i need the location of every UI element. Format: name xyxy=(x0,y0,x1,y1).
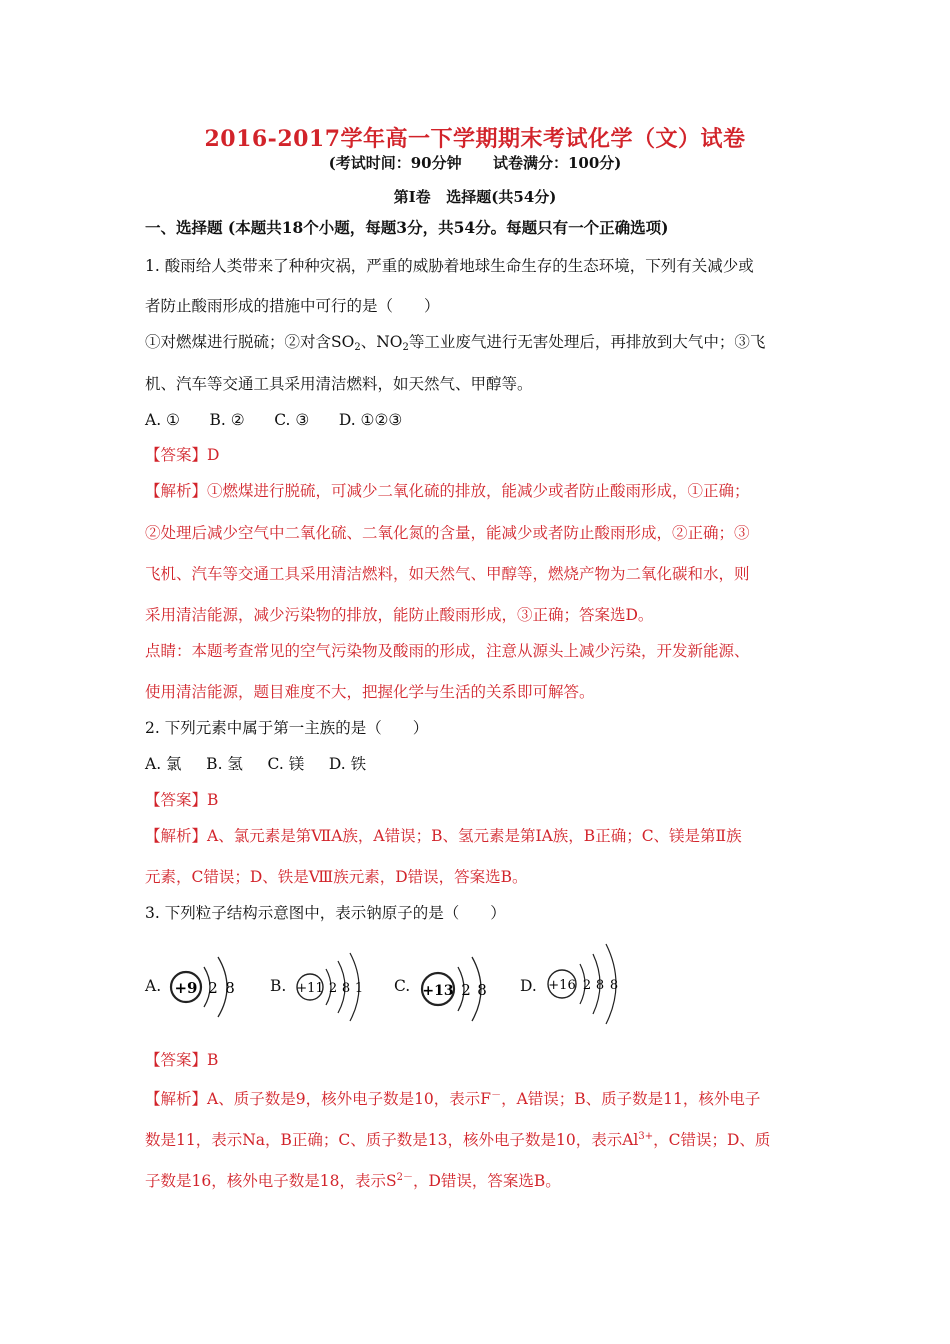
shell-electrons: 8 xyxy=(341,981,351,996)
q2-stem: 2. 下列元素中属于第一主族的是（ ） xyxy=(145,719,429,737)
shell-electrons: 8 xyxy=(595,978,605,993)
q1-stem-line1: 1. 酸雨给人类带来了种种灾祸，严重的威胁着地球生命生存的生态环境，下列有关减少或 xyxy=(145,257,754,275)
analysis-label: 【解析】 xyxy=(145,827,208,845)
q3-analysis-line3: 子数是16，核外电子数是18，表示$S^{2-}$，D错误，答案选B。 xyxy=(145,1172,561,1190)
q1-analysis-line4: 采用清洁能源，减少污染物的排放，能防止酸雨形成，③正确；答案选D。 xyxy=(145,606,654,624)
shell-electrons: 1 xyxy=(354,981,364,996)
instructions: 一、选择题 (本题共18个小题，每题3分，共54分。每题只有一个正确选项) xyxy=(145,218,669,237)
q1-answer: 【答案】D xyxy=(145,446,220,464)
analysis-label: 【解析】 xyxy=(145,482,208,500)
atom-diagram-a xyxy=(164,945,244,1030)
q3-answer: 【答案】B xyxy=(145,1051,219,1069)
q3-option-d-label: D. xyxy=(520,977,537,995)
nucleus-charge: +9 xyxy=(174,979,198,997)
shell-electrons: 2 xyxy=(328,981,338,996)
exam-info: (考试时间：90分钟 试卷满分：100分) xyxy=(328,154,622,172)
nucleus-charge: +16 xyxy=(548,978,576,993)
q3-option-a-label: A. xyxy=(145,977,162,995)
q1-analysis-line1: 【解析】①燃煤进行脱硫，可减少二氧化硫的排放，能减少或者防止酸雨形成，①正确； xyxy=(145,482,750,500)
atom-diagram-d xyxy=(542,938,632,1028)
q3-option-c-label: C. xyxy=(394,977,411,995)
q2-analysis-line1: 【解析】A、氯元素是第ⅦA族，A错误；B、氢元素是第ⅠA族，B正确；C、镁是第Ⅱ族 xyxy=(145,827,742,845)
q1-analysis-line3: 飞机、汽车等交通工具采用清洁燃料，如天然气、甲醇等，燃烧产物为二氧化碳和水，则 xyxy=(145,565,750,583)
q1-statement-line2: 机、汽车等交通工具采用清洁燃料，如天然气、甲醇等。 xyxy=(145,375,533,393)
page-title: 2016-2017学年高一下学期期末考试化学（文）试卷 xyxy=(204,126,746,152)
nucleus-charge: +13 xyxy=(422,983,454,999)
section-heading: 第Ⅰ卷 选择题(共54分) xyxy=(393,188,557,206)
q1-options: A. ① B. ② C. ③ D. ①②③ xyxy=(145,411,403,429)
q2-analysis-line2: 元素，C错误；D、铁是Ⅷ族元素，D错误，答案选B。 xyxy=(145,868,528,886)
shell-electrons: 8 xyxy=(477,981,487,999)
shell-electrons: 2 xyxy=(582,978,592,993)
shell-electrons: 2 xyxy=(461,981,471,999)
shell-electrons: 8 xyxy=(609,978,619,993)
q1-statement-line1: ①对燃煤进行脱硫；②对含$SO_2$、$NO_2$等工业废气进行无害处理后，再排放到大气中；③飞 xyxy=(145,333,766,353)
q3-stem: 3. 下列粒子结构示意图中，表示钠原子的是（ ） xyxy=(145,904,506,922)
q1-comment-line2: 使用清洁能源，题目难度不大，把握化学与生活的关系即可解答。 xyxy=(145,683,595,701)
analysis-label: 【解析】 xyxy=(145,1090,208,1108)
q1-comment-line1: 点睛：本题考查常见的空气污染物及酸雨的形成，注意从源头上减少污染，开发新能源、 xyxy=(145,642,750,660)
q2-answer: 【答案】B xyxy=(145,791,219,809)
q2-options: A. 氯 B. 氢 C. 镁 D. 铁 xyxy=(145,755,367,773)
shell-electrons: 2 xyxy=(208,979,218,997)
shell-electrons: 8 xyxy=(225,979,235,997)
atom-diagram-b xyxy=(292,945,372,1030)
q3-analysis-line2: 数是11，表示Na，B正确；C、质子数是13，核外电子数是10，表示$Al^{3+}$，C错误；D、质 xyxy=(145,1131,771,1149)
q3-option-b-label: B. xyxy=(270,977,287,995)
q1-stem-line2: 者防止酸雨形成的措施中可行的是（ ） xyxy=(145,297,440,315)
nucleus-charge: +11 xyxy=(296,981,324,996)
q1-analysis-line2: ②处理后减少空气中二氧化硫、二氧化氮的含量，能减少或者防止酸雨形成，②正确；③ xyxy=(145,524,750,542)
q3-analysis-line1: 【解析】A、质子数是9，核外电子数是10，表示F－，A错误；B、质子数是11，核外电子 xyxy=(145,1090,761,1108)
atom-diagram-c xyxy=(418,945,498,1030)
